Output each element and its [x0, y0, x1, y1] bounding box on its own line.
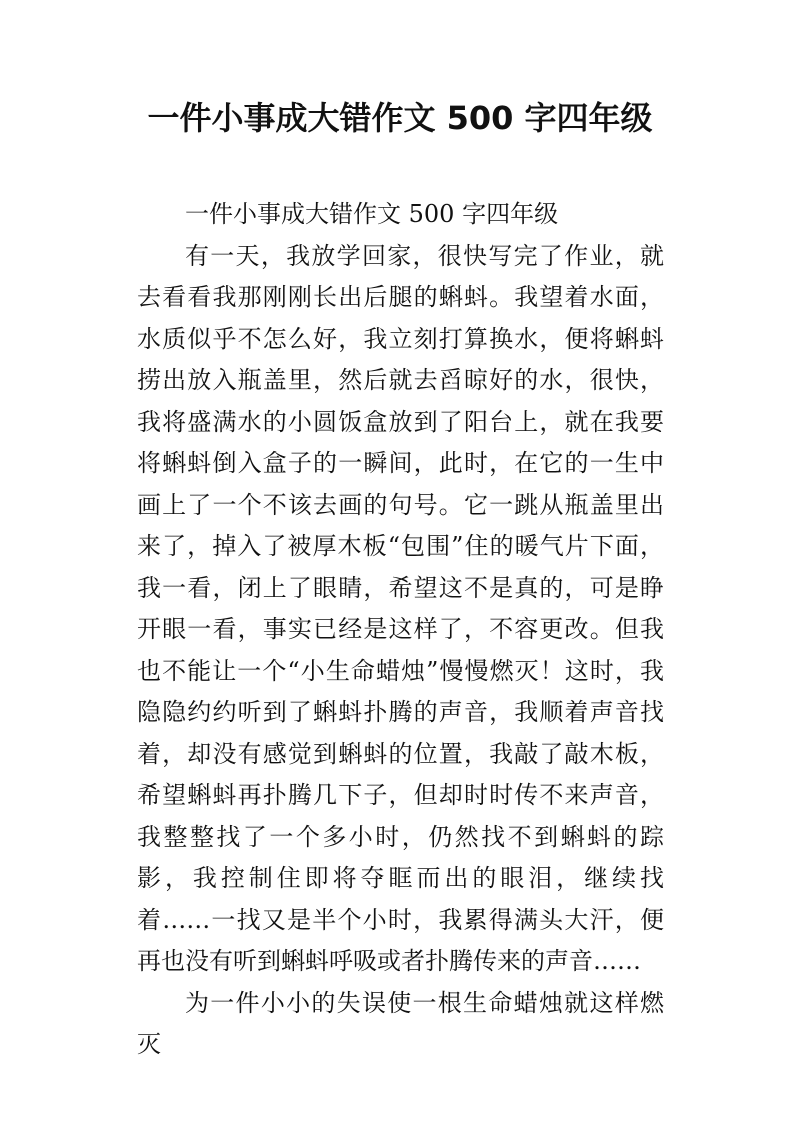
story-paragraph: 有一天，我放学回家，很快写完了作业，就去看看我那刚刚长出后腿的蝌蚪。我望着水面，水质似乎不怎么好，我立刻打算换水，便将蝌蚪捞出放入瓶盖里，然后就去舀晾好的水，很快，我将盛满水的小圆饭盒放到了阳台上，就在我要将蝌蚪倒入盒子的一瞬间，此时，在它的一生中画上了一个不该去画的句号。它一跳从瓶盖里出来了，掉入了被厚木板“包围”住的暖气片下面，我一看，闭上了眼睛，希望这不是真的，可是睁开眼一看，事实已经是这样了，不容更改。但我也不能让一个“小生命蜡烛”慢慢燃灭！这时，我隐隐约约听到了蝌蚪扑腾的声音，我顺着声音找着，却没有感觉到蝌蚪的位置，我敲了敲木板，希望蝌蚪再扑腾几下子，但却时时传不来声音，我整整找了一个多小时，仍然找不到蝌蚪的踪影，我控制住即将夺眶而出的眼泪，继续找着……一找又是半个小时，我累得满头大汗，便再也没有听到蝌蚪呼吸或者扑腾传来的声音……: [137, 241, 664, 975]
subtitle-paragraph: 一件小事成大错作文 500 字四年级: [185, 200, 559, 228]
document-body: [137, 194, 664, 1066]
document-title: 一件小事成大错作文 500 字四年级: [147, 99, 653, 137]
closing-paragraph: 为一件小小的失误使一根生命蜡烛就这样燃灭: [137, 988, 664, 1058]
